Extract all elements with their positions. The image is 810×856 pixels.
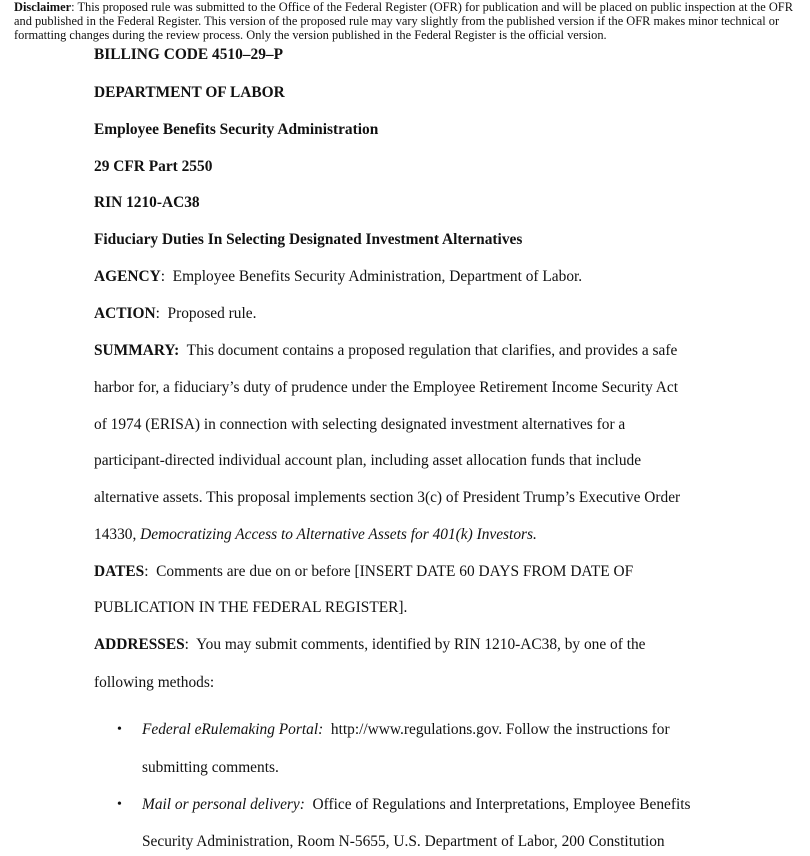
bullet-marker: • bbox=[117, 722, 122, 737]
summary-eo-title: Democratizing Access to Alternative Assets for 401(k) Investors. bbox=[140, 526, 537, 543]
method-mail-text: Office of Regulations and Interpretations, Employee Benefits bbox=[304, 796, 691, 813]
action-label: ACTION bbox=[94, 305, 156, 322]
addresses-label: ADDRESSES bbox=[94, 636, 185, 653]
dates-text-1: : Comments are due on or before [INSERT DATE 60 DAYS FROM DATE OF bbox=[144, 563, 634, 580]
addresses-line-2: following methods: bbox=[94, 674, 215, 691]
dates-line-1 bbox=[94, 563, 633, 581]
addresses-line-1 bbox=[94, 636, 646, 654]
rule-title: Fiduciary Duties In Selecting Designated Investment Alternatives bbox=[94, 231, 523, 248]
cfr-part-heading: 29 CFR Part 2550 bbox=[94, 158, 213, 175]
summary-line-3: of 1974 (ERISA) in connection with selecting designated investment alternatives for a bbox=[94, 416, 626, 433]
summary-text-1: This document contains a proposed regulation that clarifies, and provides a safe bbox=[179, 342, 678, 359]
rin-heading: RIN 1210-AC38 bbox=[94, 194, 200, 211]
method-mail-line-2: Security Administration, Room N-5655, U.S. Department of Labor, 200 Constitution bbox=[142, 833, 665, 850]
summary-line-1 bbox=[94, 342, 677, 360]
disclaimer bbox=[14, 0, 804, 42]
method-mail-line-1 bbox=[142, 796, 691, 814]
agency-label: AGENCY bbox=[94, 268, 161, 285]
method-portal-line-1 bbox=[142, 721, 670, 739]
method-mail-label: Mail or personal delivery: bbox=[142, 796, 305, 813]
agency-name-heading: Employee Benefits Security Administration bbox=[94, 121, 379, 138]
agency-paragraph bbox=[94, 268, 582, 286]
action-paragraph bbox=[94, 305, 256, 323]
method-portal-label: Federal eRulemaking Portal: bbox=[142, 721, 324, 738]
department-heading: DEPARTMENT OF LABOR bbox=[94, 84, 285, 101]
method-portal-text: http://www.regulations.gov. Follow the instructions for bbox=[323, 721, 670, 738]
dates-label: DATES bbox=[94, 563, 145, 580]
disclaimer-text: : This proposed rule was submitted to the Office of the Federal Register (OFR) for publication and will be placed on public inspection at the OFR and published in the Federal Register. This version of the proposed rule may vary slightly from the published version if the OFR makes minor technical or formatting changes during the review process. Only the version published in the Federal Register is the official version. bbox=[14, 0, 793, 42]
summary-line-2: harbor for, a fiduciary’s duty of prudence under the Employee Retirement Income Security Act bbox=[94, 379, 679, 396]
agency-text: : Employee Benefits Security Administration, Department of Labor. bbox=[160, 268, 583, 285]
summary-line-5: alternative assets. This proposal implements section 3(c) of President Trump’s Executive Order bbox=[94, 489, 681, 506]
summary-line-4: participant-directed individual account plan, including asset allocation funds that include bbox=[94, 452, 642, 469]
action-text: : Proposed rule. bbox=[155, 305, 257, 322]
disclaimer-label: Disclaimer bbox=[14, 0, 72, 14]
summary-line-6 bbox=[94, 526, 537, 544]
method-portal-line-2: submitting comments. bbox=[142, 759, 279, 776]
bullet-marker: • bbox=[117, 797, 122, 812]
billing-code: BILLING CODE 4510–29–P bbox=[94, 46, 283, 63]
summary-eo-number: 14330, bbox=[94, 526, 141, 543]
dates-line-2: PUBLICATION IN THE FEDERAL REGISTER]. bbox=[94, 599, 408, 616]
summary-label: SUMMARY: bbox=[94, 342, 180, 359]
addresses-text-1: : You may submit comments, identified by RIN 1210-AC38, by one of the bbox=[184, 636, 646, 653]
